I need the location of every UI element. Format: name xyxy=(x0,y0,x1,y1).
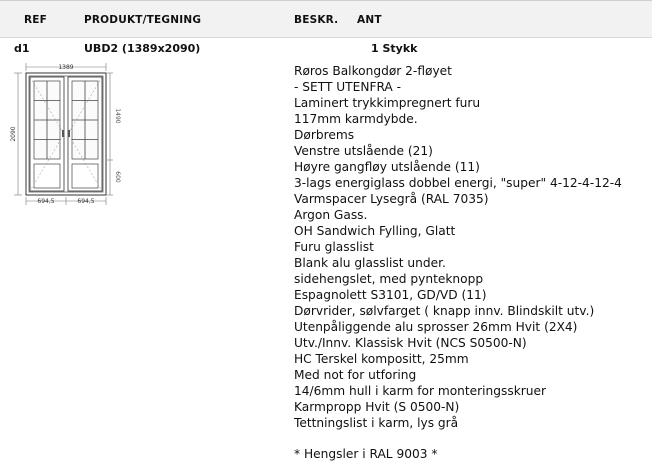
product-description xyxy=(294,63,649,431)
description-line: Venstre utslående (21) xyxy=(294,144,433,158)
table-header xyxy=(0,0,652,38)
right-handle-icon xyxy=(68,130,70,137)
col-header-ref: REF xyxy=(24,14,48,26)
description-line: Varmspacer Lysegrå (RAL 7035) xyxy=(294,192,489,206)
description-line: Dørvrider, sølvfarget ( knapp innv. Blindskilt utv.) xyxy=(294,304,595,318)
description-line: Utv./Innv. Klassisk Hvit (NCS S0500-N) xyxy=(294,336,527,350)
left-leaf-label: 694,5 xyxy=(37,198,55,205)
item-ref: d1 xyxy=(14,42,30,55)
description-line: Argon Gass. xyxy=(294,208,368,222)
description-line: Karmpropp Hvit (S 0500-N) xyxy=(294,400,460,414)
item-quantity: 1 Stykk xyxy=(371,42,418,55)
description-line: - SETT UTENFRA - xyxy=(294,80,402,94)
panel-height-label: 600 xyxy=(114,171,121,183)
col-header-product: PRODUKT/TEGNING xyxy=(84,14,202,26)
door-drawing xyxy=(0,58,140,213)
description-line: HC Terskel kompositt, 25mm xyxy=(294,352,469,366)
description-line: Med not for utforing xyxy=(294,368,417,382)
description-line: 14/6mm hull i karm for monteringsskruer xyxy=(294,384,547,398)
width-label: 1389 xyxy=(58,64,74,71)
description-line: Espagnolett S3101, GD/VD (11) xyxy=(294,288,487,302)
description-line: Blank alu glasslist under. xyxy=(294,256,446,270)
description-line: 117mm karmdybde. xyxy=(294,112,418,126)
right-leaf-label: 694,5 xyxy=(77,198,95,205)
description-line: sidehengslet, med pynteknopp xyxy=(294,272,484,286)
description-line: Laminert trykkimpregnert furu xyxy=(294,96,481,110)
description-line: Utenpåliggende alu sprosser 26mm Hvit (2X4) xyxy=(294,320,578,334)
col-header-description: BESKR. xyxy=(294,14,339,26)
right-door-leaf xyxy=(68,77,102,191)
description-line: Røros Balkongdør 2-fløyet xyxy=(294,64,452,78)
description-line: Furu glasslist xyxy=(294,240,374,254)
description-line: Høyre gangfløy utslående (11) xyxy=(294,160,480,174)
height-label: 2090 xyxy=(10,126,17,142)
footnote: * Hengsler i RAL 9003 * xyxy=(294,447,438,461)
item-product: UBD2 (1389x2090) xyxy=(84,42,201,55)
left-handle-icon xyxy=(62,130,64,137)
description-line: Tettningslist i karm, lys grå xyxy=(294,416,459,430)
col-header-quantity: ANT xyxy=(357,14,382,26)
glass-height-label: 1490 xyxy=(114,108,121,124)
left-door-leaf xyxy=(30,77,64,191)
description-line: OH Sandwich Fylling, Glatt xyxy=(294,224,456,238)
description-line: 3-lags energiglass dobbel energi, "super" 4-12-4-12-4 xyxy=(294,176,622,190)
description-line: Dørbrems xyxy=(294,128,355,142)
